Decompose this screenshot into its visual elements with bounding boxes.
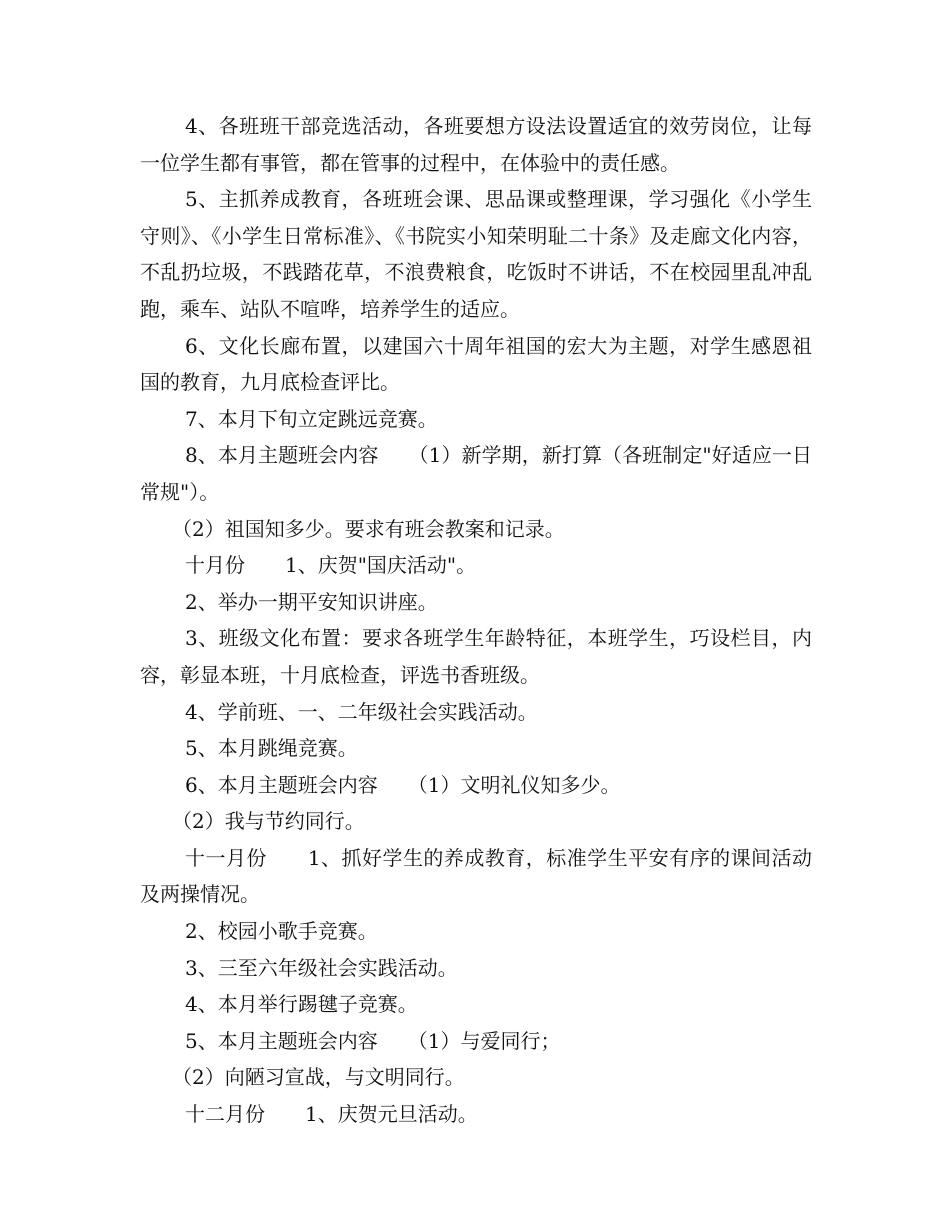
paragraph: 2、举办一期平安知识讲座。 <box>185 589 438 614</box>
paragraph: 3、班级文化布置：要求各班学生年龄特征，本班学生，巧设栏目，内容，彰显本班，十月底检查，评选书香班级。 <box>140 626 812 687</box>
paragraph: 5、本月主题班会内容 （1）与爱同行； <box>185 1028 561 1053</box>
document-page <box>0 108 950 1133</box>
paragraph: 8、本月主题班会内容 （1）新学期，新打算（各班制定"好适应一日常规"）。 <box>140 443 812 504</box>
paragraph: 5、本月跳绳竞赛。 <box>185 736 358 761</box>
paragraph: 6、文化长廊布置，以建国六十周年祖国的宏大为主题，对学生感恩祖国的教育，九月底检查评比。 <box>140 333 812 395</box>
paragraph: 7、本月下旬立定跳远竞赛。 <box>185 406 438 431</box>
paragraph: 4、各班班干部竞选活动，各班要想方设法设置适宜的效劳岗位，让每一位学生都有事管，都在管事的过程中，在体验中的责任感。 <box>140 114 812 175</box>
paragraph: 6、本月主题班会内容 （1）文明礼仪知多少。 <box>185 772 621 797</box>
paragraph: 4、学前班、一、二年级社会实践活动。 <box>185 699 538 724</box>
paragraph: 2、校园小歌手竞赛。 <box>185 919 378 944</box>
paragraph: 十一月份 1、抓好学生的养成教育，标准学生平安有序的课间活动及两操情况。 <box>140 845 812 907</box>
paragraph: 5、主抓养成教育，各班班会课、思品课或整理课，学习强化《小学生守则》、《小学生日常标准》、《书院实小知荣明耻二十条》及走廊文化内容，不乱扔垃圾，不践踏花草，不浪费粮食，吃饭时不讲话，不在校园里乱冲乱跑，乘车、站队不喧哗，培养学生的适应。 <box>140 187 812 321</box>
paragraph: 十二月份 1、庆贺元旦活动。 <box>185 1102 478 1127</box>
paragraph: （2）我与节约同行。 <box>172 809 365 834</box>
paragraph: （2）向陋习宣战，与文明同行。 <box>172 1065 465 1090</box>
paragraph: 十月份 1、庆贺"国庆活动"。 <box>185 553 477 578</box>
paragraph: 4、本月举行踢毽子竞赛。 <box>185 992 418 1017</box>
paragraph: （2）祖国知多少。要求有班会教案和记录。 <box>172 516 565 541</box>
paragraph: 3、三至六年级社会实践活动。 <box>185 955 458 980</box>
